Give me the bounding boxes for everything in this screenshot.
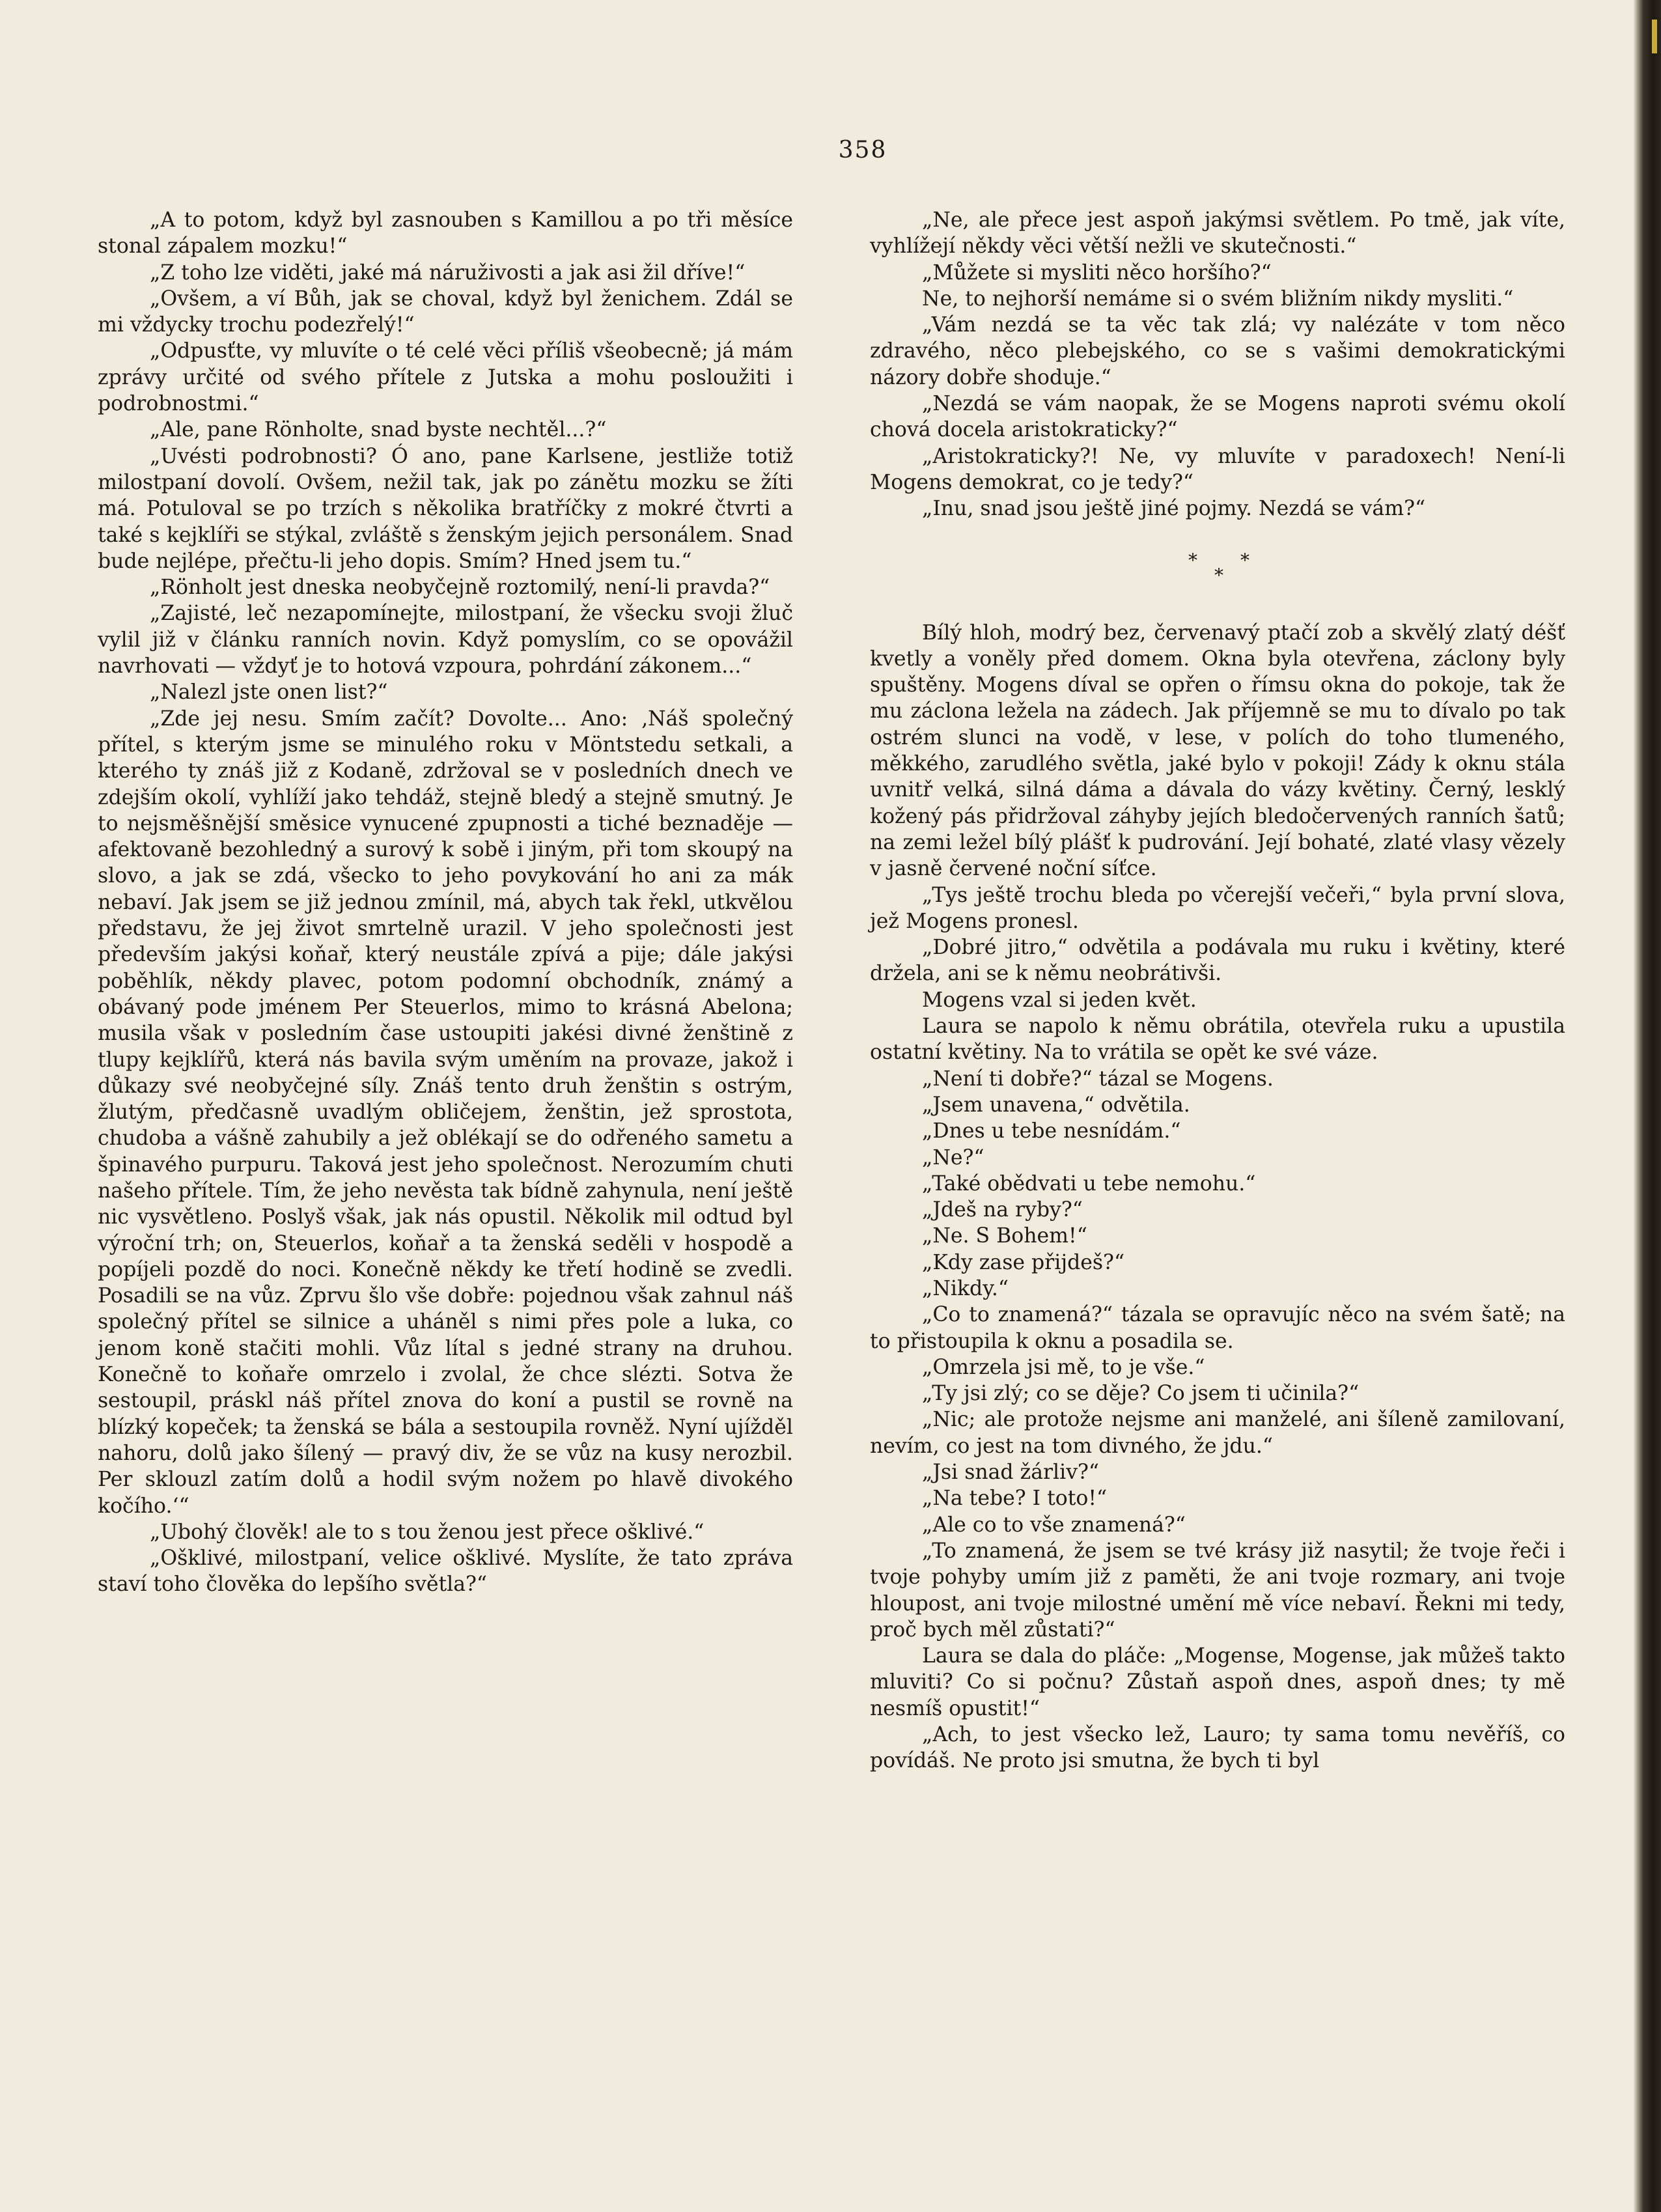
- separator-star: *: [1240, 549, 1249, 571]
- paragraph: „Co to znamená?“ tázala se opravujíc něco na svém šatě; na to přistoupila k oknu a posadila se.: [870, 1303, 1565, 1353]
- paragraph: „Nikdy.“: [922, 1276, 1009, 1300]
- page-number: 358: [838, 137, 887, 163]
- paragraph: „Ošklivé, milostpaní, velice ošklivé. Myslíte, že tato zpráva staví toho člověka do lepšího světla?“: [98, 1547, 793, 1597]
- right-column: [870, 207, 1565, 1774]
- separator-star: *: [1214, 564, 1223, 586]
- paragraph: „Zde jej nesu. Smím začít? Dovolte... Ano: ‚Náš společný přítel, s kterým jsme se minulého roku v Möntstedu setkali, a kterého ty znáš již z Kodaně, zdržoval se v posledních dnech ve zdejším okolí, vyhlíží jako tehdáž, stejně bledý a stejně smutný. Je to nejsměšnější směsice vynucené zpupnosti a tiché beznaděje — afektovaně bezohledný a surový k sobě i jiným, při tom skoupý na slovo, a jak se zdá, všecko to jeho povykování ho ani za mák nebaví. Jak jsem se již jednou zmínil, má, abych tak řekl, utkvělou představu, že jej život smrtelně urazil. V jeho společnosti jest především jakýsi koňař, který neustále zpívá a pije; dále jakýsi poběhlík, někdy plavec, potom podomní obchodník, známý a obávaný pode jménem Per Steuerlos, mimo to krásná Abelona; musila však v posledním čase ustoupiti jakési divné ženštině z tlupy kejklířů, která nás bavila svým uměním na provaze, jakož i důkazy své neobyčejné síly. Znáš tento druh ženštin s ostrým, žlutým, předčasně uvadlým obličejem, ženštin, jež sprostota, chudoba a vášně zahubily a jež oblékají se do odřeného sametu a špinavého purpuru. Taková jest jeho společnost. Nerozumím chuti našeho přítele. Tím, že jeho nevěsta tak bídně zahynula, není ještě nic vysvětleno. Poslyš však, jak nás opustil. Několik mil odtud byl výroční trh; on, Steuerlos, koňař a ta ženská seděli v hospodě a popíjeli pozdě do noci. Konečně někdy ke třetí hodině se zvedli. Posadili se na vůz. Zprvu šlo vše dobře: pojednou však zahnul náš společný přítel se silnice a uháněl s nimi přes pole a luka, co jenom koně stačiti mohli. Vůz lítal s jedné strany na druhou. Konečně to koňaře omrzelo i zvolal, že chce slézti. Sotva že sestoupil, práskl náš přítel znova do koní a pustil se rovně na blízký kopeček; ta ženská se bála a sestoupila rovněž. Nyní ujížděl nahoru, dolů jako šílený — pravý div, že se vůz na kusy nerozbil. Per sklouzl zatím dolů a hodil svým nožem po hlavě divokého kočího.‘“: [98, 707, 793, 1518]
- paragraph: „Z toho lze viděti, jaké má náruživosti a jak asi žil dříve!“: [150, 260, 746, 285]
- paragraph: „Omrzela jsi mě, to je vše.“: [922, 1355, 1205, 1379]
- paragraph: „Uvésti podrobnosti? Ó ano, pane Karlsene, jestliže totiž milostpaní dovolí. Ovšem, nežil tak, jak po zánětu mozku se žíti má. Potuloval se po trzích s několika bratříčky z mokré čtvrti a také s kejklíři se stýkal, zvláště s ženským jejich personálem. Snad bude nejlépe, přečtu-li jeho dopis. Smím? Hned jsem tu.“: [98, 444, 793, 573]
- paragraph: „Na tebe? I toto!“: [922, 1487, 1108, 1511]
- paragraph: „Dnes u tebe nesnídám.“: [922, 1119, 1181, 1143]
- paragraph: „Tys ještě trochu bleda po včerejší večeři,“ byla první slova, jež Mogens pronesl.: [870, 883, 1565, 933]
- paragraph: „To znamená, že jsem se tvé krásy již nasytil; že tvoje řeči i tvoje pohyby umím již z paměti, že ani tvoje rozmary, ani tvoje hloupost, ani tvoje milostné umění mě více nebaví. Řekni mi tedy, proč bych měl zůstati?“: [870, 1539, 1565, 1642]
- paragraph: Laura se dala do pláče: „Mogense, Mogense, jak můžeš takto mluviti? Co si počnu? Zůstaň aspoň dnes, aspoň dnes; ty mě nesmíš opustit!“: [870, 1644, 1565, 1720]
- paragraph: „Ubohý člověk! ale to s tou ženou jest přece ošklivé.“: [150, 1520, 705, 1544]
- paragraph: „Ach, to jest všecko lež, Lauro; ty sama tomu nevěříš, co povídáš. Ne proto jsi smutna, že bych ti byl: [870, 1723, 1565, 1773]
- left-column: [98, 207, 793, 1598]
- paragraph: „Ty jsi zlý; co se děje? Co jsem ti učinila?“: [922, 1382, 1360, 1406]
- paragraph: „Jsi snad žárliv?“: [922, 1461, 1099, 1485]
- page-edge: [1634, 0, 1661, 2212]
- paragraph: Mogens vzal si jeden květ.: [922, 988, 1197, 1012]
- bookmark-tab: [1652, 20, 1657, 53]
- paragraph: „Nalezl jste onen list?“: [150, 680, 388, 705]
- paragraph: „Odpusťte, vy mluvíte o té celé věci příliš všeobecně; já mám zprávy určité od svého přítele z Jutska a mohu posloužiti i podrobnostmi.“: [98, 339, 793, 416]
- paragraph: „Také obědvati u tebe nemohu.“: [922, 1171, 1256, 1196]
- paragraph: Ne, to nejhorší nemáme si o svém bližním nikdy mysliti.“: [922, 287, 1514, 311]
- paragraph: „Dobré jitro,“ odvětila a podávala mu ruku i květiny, které držela, ani se k němu neobrátivši.: [870, 936, 1565, 986]
- paragraph: „Jdeš na ryby?“: [922, 1198, 1083, 1222]
- paragraph: „Rönholt jest dneska neobyčejně roztomilý, není-li pravda?“: [150, 576, 770, 600]
- paragraph: „Ne?“: [922, 1145, 984, 1169]
- paragraph: „Není ti dobře?“ tázal se Mogens.: [922, 1067, 1274, 1091]
- paragraph: „A to potom, když byl zasnouben s Kamillou a po tři měsíce stonal zápalem mozku!“: [98, 208, 793, 259]
- paragraph: „Inu, snad jsou ještě jiné pojmy. Nezdá se vám?“: [922, 497, 1426, 521]
- section-separator: [870, 522, 1565, 620]
- paragraph: „Kdy zase přijdeš?“: [922, 1250, 1125, 1274]
- paragraph: Bílý hloh, modrý bez, červenavý ptačí zob a skvělý zlatý déšť kvetly a voněly před domem. Okna byla otevřena, záclony byly spuštěny. Mogens díval se opřen o římsu okna do pokoje, tak že mu záclona ležela na zádech. Jak příjemně se mu to dívalo po tak ostrém slunci na vodě, v lese, v polích do toho tlumeného, měkkého, zarudlého světla, jaké bylo v pokoji! Zády k oknu stála uvnitř velká, silná dáma a dávala do vázy květiny. Černý, lesklý kožený pás přidržoval záhyby jejích bledočervených ranních šatů; na zemi ležel bílý plášť k pudrování. Její bohaté, zlaté vlasy vězely v jasně červené noční síťce.: [870, 621, 1565, 881]
- paragraph: „Ale, pane Rönholte, snad byste nechtěl...?“: [150, 418, 607, 442]
- paragraph: „Vám nezdá se ta věc tak zlá; vy nalézáte v tom něco zdravého, něco plebejského, co se s vašimi demokratickými názory dobře shoduje.“: [870, 313, 1565, 389]
- paragraph: „Ne. S Bohem!“: [922, 1224, 1087, 1248]
- paragraph: „Jsem unavena,“ odvětila.: [922, 1093, 1190, 1117]
- paragraph: „Nic; ale protože nejsme ani manželé, ani šíleně zamilovaní, nevím, co jest na tom divného, že jdu.“: [870, 1408, 1565, 1458]
- paragraph: „Aristokraticky?! Ne, vy mluvíte v paradoxech! Není-li Mogens demokrat, co je tedy?“: [870, 444, 1565, 494]
- separator-star: *: [1188, 549, 1197, 571]
- paragraph: „Ne, ale přece jest aspoň jakýmsi světlem. Po tmě, jak víte, vyhlížejí někdy věci větší nežli ve skutečnosti.“: [870, 208, 1565, 259]
- paragraph: „Nezdá se vám naopak, že se Mogens naproti svému okolí chová docela aristokraticky?“: [870, 392, 1565, 442]
- paragraph: „Ale co to vše znamená?“: [922, 1513, 1186, 1537]
- paragraph: Laura se napolo k němu obrátila, otevřela ruku a upustila ostatní květiny. Na to vrátila se opět ke své váze.: [870, 1015, 1565, 1065]
- paragraph: „Můžete si mysliti něco horšího?“: [922, 260, 1272, 285]
- paragraph: „Zajisté, leč nezapomínejte, milostpaní, že všecku svoji žluč vylil již v článku ranních novin. Když pomyslím, co se opovážil navrhovati — vždyť je to hotová vzpoura, pohrdání zákonem...“: [98, 602, 793, 679]
- paragraph: „Ovšem, a ví Bůh, jak se choval, když byl ženichem. Zdál se mi vždycky trochu podezřelý!“: [98, 287, 793, 337]
